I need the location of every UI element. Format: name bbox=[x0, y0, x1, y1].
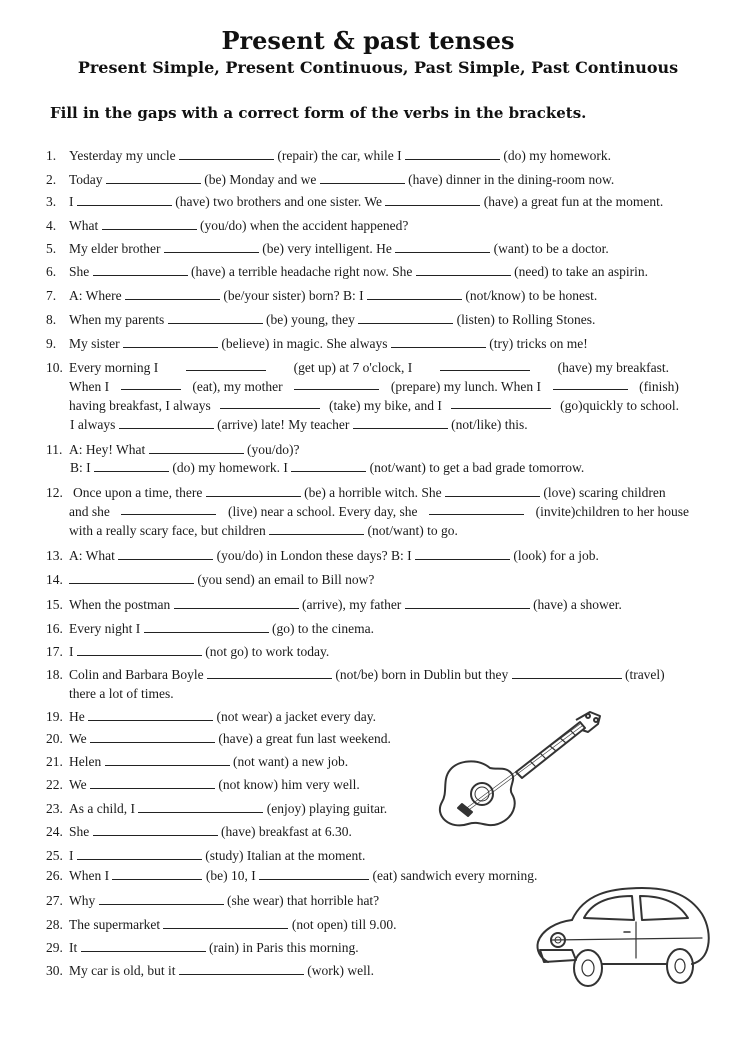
answer-gap[interactable] bbox=[269, 522, 364, 535]
answer-gap[interactable] bbox=[440, 358, 530, 371]
answer-gap[interactable] bbox=[144, 620, 269, 633]
exercise-text: My elder brother bbox=[69, 241, 161, 256]
answer-gap[interactable] bbox=[186, 358, 266, 371]
instruction-text: Fill in the gaps with a correct form of the verbs in the brackets. bbox=[50, 104, 587, 122]
exercise-text: What bbox=[69, 218, 99, 233]
answer-gap[interactable] bbox=[106, 171, 201, 184]
exercise-text: (not/be) born in Dublin but they bbox=[335, 667, 509, 682]
exercise-number: 17. bbox=[46, 644, 63, 659]
exercise-text: (go)quickly to school. bbox=[560, 398, 679, 413]
exercise-text: (not/want) to go. bbox=[367, 523, 458, 538]
exercise-text: (have) a shower. bbox=[533, 597, 622, 612]
exercise-number: 15. bbox=[46, 597, 63, 612]
exercise-text: (be/your sister) born? B: I bbox=[223, 288, 364, 303]
exercise-text: (not wear) a jacket every day. bbox=[216, 709, 377, 724]
answer-gap[interactable] bbox=[99, 892, 224, 905]
exercise-number: 27. bbox=[46, 893, 63, 908]
exercise-number: 3. bbox=[46, 194, 57, 209]
answer-gap[interactable] bbox=[294, 377, 379, 390]
exercise-text: (you/do)? bbox=[246, 442, 300, 457]
exercise-text: (go) to the cinema. bbox=[271, 621, 374, 636]
exercise-text: (not/like) this. bbox=[451, 417, 528, 432]
exercise-text: A: Hey! What bbox=[69, 442, 146, 457]
exercise-text: (be) Monday and we bbox=[204, 172, 317, 187]
exercise-text: (take) my bike, and I bbox=[328, 398, 442, 413]
exercise-text: She bbox=[69, 264, 90, 279]
exercise-text: (study) Italian at the moment. bbox=[205, 848, 366, 863]
answer-gap[interactable] bbox=[391, 335, 486, 348]
exercise-text: (she wear) that horrible hat? bbox=[227, 893, 380, 908]
exercise-text: (prepare) my lunch. When I bbox=[390, 379, 541, 394]
exercise-text: Every morning I bbox=[69, 360, 159, 375]
exercise-number: 30. bbox=[46, 963, 63, 978]
exercise-text: (you/do) in London these days? B: I bbox=[216, 548, 412, 563]
exercise-text: I bbox=[69, 194, 74, 209]
exercise-text: We bbox=[69, 731, 87, 746]
exercise-text: (you send) an email to Bill now? bbox=[197, 572, 375, 587]
exercise-text: When I bbox=[69, 379, 110, 394]
answer-gap[interactable] bbox=[429, 502, 524, 515]
exercise-text: As a child, I bbox=[69, 801, 135, 816]
answer-gap[interactable] bbox=[206, 484, 301, 497]
exercise-text: having breakfast, I always bbox=[69, 398, 211, 413]
exercise-text: (finish) bbox=[639, 379, 679, 394]
answer-gap[interactable] bbox=[367, 287, 462, 300]
exercise-number: 28. bbox=[46, 917, 63, 932]
answer-gap[interactable] bbox=[119, 416, 214, 429]
exercise-number: 23. bbox=[46, 801, 63, 816]
answer-gap[interactable] bbox=[220, 396, 320, 409]
answer-gap[interactable] bbox=[149, 441, 244, 454]
answer-gap[interactable] bbox=[138, 800, 263, 813]
exercise-number: 29. bbox=[46, 940, 63, 955]
answer-gap[interactable] bbox=[93, 823, 218, 836]
exercise-text: (have) a great fun at the moment. bbox=[483, 194, 664, 209]
exercise-text: (you/do) when the accident happened? bbox=[200, 218, 409, 233]
exercise-number: 18. bbox=[46, 667, 63, 682]
answer-gap[interactable] bbox=[415, 547, 510, 560]
exercise-text: Helen bbox=[69, 754, 102, 769]
exercise-text: (do) my homework. I bbox=[172, 460, 288, 475]
exercise-text: and she bbox=[69, 504, 110, 519]
answer-gap[interactable] bbox=[353, 416, 448, 429]
exercise-text: When the postman bbox=[69, 597, 171, 612]
answer-gap[interactable] bbox=[168, 311, 263, 324]
car-icon bbox=[532, 880, 714, 992]
exercise-text: (not/know) to be honest. bbox=[465, 288, 598, 303]
exercise-text: My car is old, but it bbox=[69, 963, 176, 978]
answer-gap[interactable] bbox=[163, 916, 288, 929]
answer-gap[interactable] bbox=[121, 502, 216, 515]
exercise-text: A: What bbox=[69, 548, 115, 563]
exercise-number: 16. bbox=[46, 621, 63, 636]
exercise-text: (not open) till 9.00. bbox=[291, 917, 397, 932]
exercise-number: 22. bbox=[46, 777, 63, 792]
exercise-text: (believe) in magic. She always bbox=[221, 336, 388, 351]
exercise-number: 5. bbox=[46, 241, 57, 256]
answer-gap[interactable] bbox=[553, 377, 628, 390]
answer-gap[interactable] bbox=[259, 867, 369, 880]
answer-gap[interactable] bbox=[118, 547, 213, 560]
exercise-text: (rain) in Paris this morning. bbox=[209, 940, 359, 955]
exercise-text: She bbox=[69, 824, 90, 839]
exercise-text: (have) a great fun last weekend. bbox=[218, 731, 391, 746]
exercise-text: (try) tricks on me! bbox=[489, 336, 588, 351]
exercise-text: (eat), my mother bbox=[192, 379, 283, 394]
exercise-text: My sister bbox=[69, 336, 120, 351]
exercise-text: (be) 10, I bbox=[205, 868, 256, 883]
answer-gap[interactable] bbox=[77, 847, 202, 860]
exercise-text: (need) to take an aspirin. bbox=[514, 264, 648, 279]
exercise-text: (not go) to work today. bbox=[205, 644, 330, 659]
exercise-text: Colin and Barbara Boyle bbox=[69, 667, 204, 682]
answer-gap[interactable] bbox=[207, 666, 332, 679]
exercise-number: 2. bbox=[46, 172, 57, 187]
exercise-text: (arrive) late! My teacher bbox=[217, 417, 350, 432]
exercise-text: Why bbox=[69, 893, 96, 908]
answer-gap[interactable] bbox=[512, 666, 622, 679]
answer-gap[interactable] bbox=[405, 596, 530, 609]
answer-gap[interactable] bbox=[179, 147, 274, 160]
exercise-number: 4. bbox=[46, 218, 57, 233]
exercise-text: (work) well. bbox=[307, 963, 374, 978]
exercise-text: (love) scaring children bbox=[543, 485, 666, 500]
exercise-number: 11. bbox=[46, 442, 63, 457]
exercise-number: 21. bbox=[46, 754, 63, 769]
exercise-text: Today bbox=[69, 172, 103, 187]
answer-gap[interactable] bbox=[179, 962, 304, 975]
exercise-text: (travel) bbox=[624, 667, 665, 682]
exercise-text: We bbox=[69, 777, 87, 792]
exercise-number: 6. bbox=[46, 264, 57, 279]
answer-gap[interactable] bbox=[385, 193, 480, 206]
exercise-text: Every night I bbox=[69, 621, 141, 636]
answer-gap[interactable] bbox=[112, 867, 202, 880]
answer-gap[interactable] bbox=[395, 240, 490, 253]
exercise-text: (listen) to Rolling Stones. bbox=[456, 312, 596, 327]
exercise-text: with a really scary face, but children bbox=[69, 523, 266, 538]
exercise-text: A: Where bbox=[69, 288, 122, 303]
exercise-number: 20. bbox=[46, 731, 63, 746]
answer-gap[interactable] bbox=[125, 287, 220, 300]
exercise-text: (enjoy) playing guitar. bbox=[266, 801, 388, 816]
answer-gap[interactable] bbox=[320, 171, 405, 184]
exercise-number: 24. bbox=[46, 824, 63, 839]
answer-gap[interactable] bbox=[121, 377, 181, 390]
exercise-text: (get up) at 7 o'clock, I bbox=[293, 360, 413, 375]
exercise-text: When my parents bbox=[69, 312, 165, 327]
exercise-text: (not/want) to get a bad grade tomorrow. bbox=[369, 460, 585, 475]
answer-gap[interactable] bbox=[358, 311, 453, 324]
answer-gap[interactable] bbox=[88, 708, 213, 721]
exercise-text: (do) my homework. bbox=[503, 148, 611, 163]
exercise-text: It bbox=[69, 940, 78, 955]
answer-gap[interactable] bbox=[445, 484, 540, 497]
exercise-number: 9. bbox=[46, 336, 57, 351]
exercise-number: 25. bbox=[46, 848, 63, 863]
exercise-text: (be) a horrible witch. She bbox=[304, 485, 442, 500]
exercise-text: (look) for a job. bbox=[513, 548, 599, 563]
exercise-number: 19. bbox=[46, 709, 63, 724]
exercise-number: 14. bbox=[46, 572, 63, 587]
answer-gap[interactable] bbox=[77, 193, 172, 206]
answer-gap[interactable] bbox=[102, 217, 197, 230]
exercise-text: He bbox=[69, 709, 85, 724]
answer-gap[interactable] bbox=[174, 596, 299, 609]
answer-gap[interactable] bbox=[93, 263, 188, 276]
exercise-text: (have) breakfast at 6.30. bbox=[221, 824, 352, 839]
exercise-text: I bbox=[69, 644, 74, 659]
exercise-text: (have) a terrible headache right now. She bbox=[191, 264, 413, 279]
exercise-text: (live) near a school. Every day, she bbox=[227, 504, 418, 519]
exercise-number: 26. bbox=[46, 868, 63, 883]
answer-gap[interactable] bbox=[405, 147, 500, 160]
answer-gap[interactable] bbox=[451, 396, 551, 409]
exercise-text: (have) my breakfast. bbox=[557, 360, 669, 375]
exercise-text: (invite)children to her house bbox=[535, 504, 689, 519]
exercise-text: (not want) a new job. bbox=[232, 754, 349, 769]
exercise-text: B: I bbox=[70, 460, 91, 475]
exercise-number: 13. bbox=[46, 548, 63, 563]
answer-gap[interactable] bbox=[123, 335, 218, 348]
worksheet-subtitle: Present Simple, Present Continuous, Past Simple, Past Continuous bbox=[77, 58, 679, 77]
exercise-number: 1. bbox=[46, 148, 57, 163]
answer-gap[interactable] bbox=[291, 459, 366, 472]
exercise-text: (be) young, they bbox=[265, 312, 355, 327]
answer-gap[interactable] bbox=[416, 263, 511, 276]
exercise-text: (be) very intelligent. He bbox=[262, 241, 392, 256]
exercise-text: I always bbox=[70, 417, 116, 432]
exercise-text: (eat) sandwich every morning. bbox=[372, 868, 538, 883]
exercise-text: (arrive), my father bbox=[301, 597, 402, 612]
exercise-text: (want) to be a doctor. bbox=[493, 241, 609, 256]
answer-gap[interactable] bbox=[69, 571, 194, 584]
exercise-text: Once upon a time, there bbox=[73, 485, 203, 500]
answer-gap[interactable] bbox=[94, 459, 169, 472]
exercise-text: there a lot of times. bbox=[69, 686, 174, 701]
exercise-number: 12. bbox=[46, 485, 63, 500]
exercise-number: 7. bbox=[46, 288, 57, 303]
guitar-icon bbox=[430, 710, 610, 830]
answer-gap[interactable] bbox=[90, 730, 215, 743]
exercise-text: (not know) him very well. bbox=[218, 777, 360, 792]
exercise-number: 10. bbox=[46, 360, 63, 375]
exercise-text: (have) dinner in the dining-room now. bbox=[408, 172, 615, 187]
exercise-number: 8. bbox=[46, 312, 57, 327]
exercise-text: (repair) the car, while I bbox=[277, 148, 402, 163]
exercise-text: The supermarket bbox=[69, 917, 161, 932]
exercise-text: Yesterday my uncle bbox=[69, 148, 176, 163]
exercise-text: (have) two brothers and one sister. We bbox=[175, 194, 382, 209]
answer-gap[interactable] bbox=[77, 643, 202, 656]
worksheet-title: Present & past tenses bbox=[221, 26, 515, 55]
answer-gap[interactable] bbox=[81, 939, 206, 952]
answer-gap[interactable] bbox=[105, 753, 230, 766]
exercise-text: I bbox=[69, 848, 74, 863]
answer-gap[interactable] bbox=[164, 240, 259, 253]
answer-gap[interactable] bbox=[90, 776, 215, 789]
exercise-text: When I bbox=[69, 868, 110, 883]
